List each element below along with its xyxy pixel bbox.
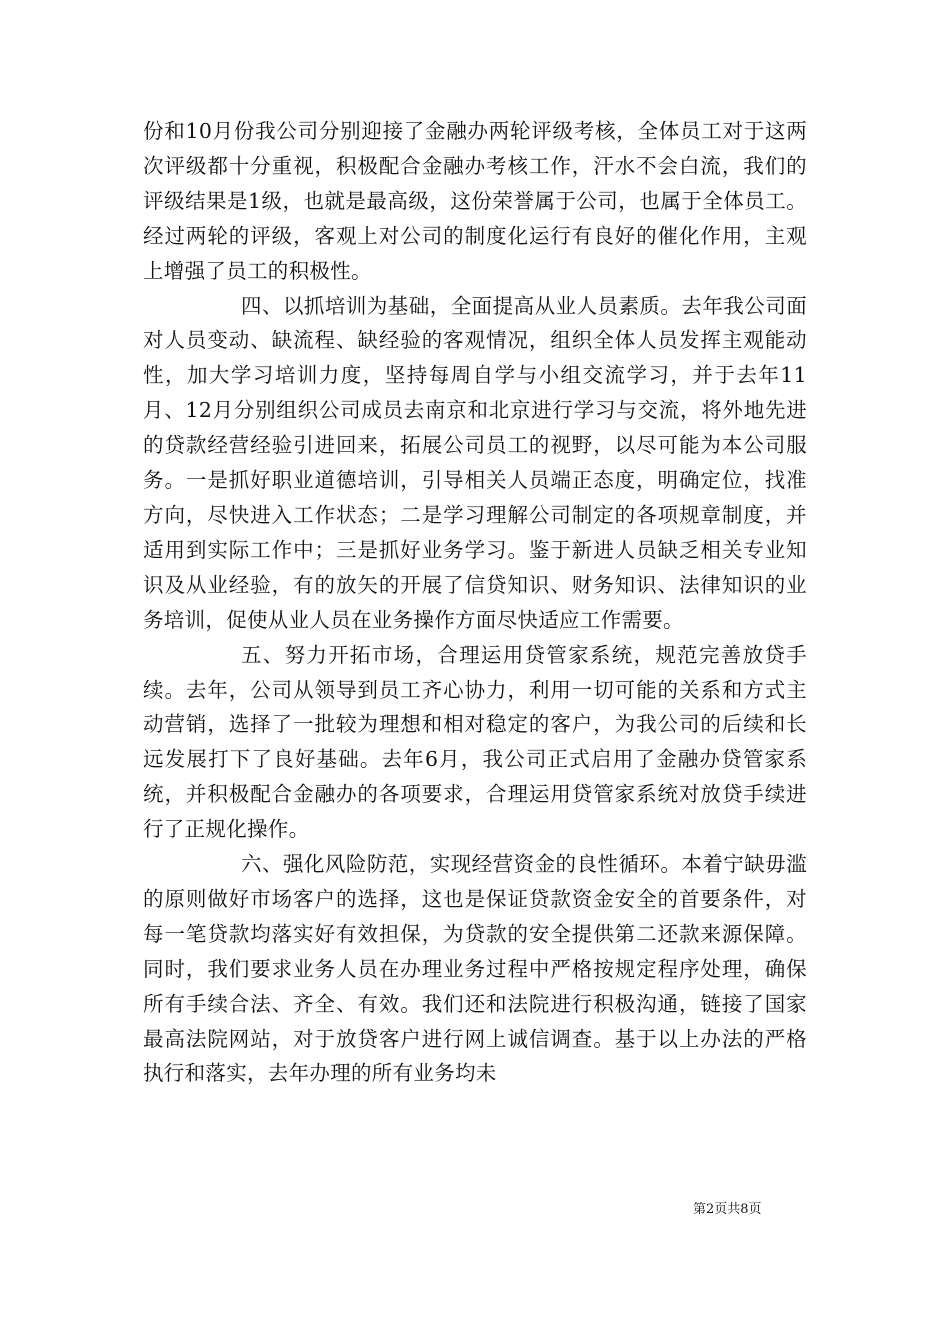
paragraph-section-6-risk: 六、强化风险防范，实现经营资金的良性循环。本着宁缺毋滥的原则做好市场客户的选择，这也是保证贷款资金安全的首要条件，对每一笔贷款均落实好有效担保，为贷款的安全提供第二还款来源保障。同时，我们要求业务人员在办理业务过程中严格按规定程序处理，确保所有手续合法、齐全、有效。我们还和法院进行积极沟通，链接了国家最高法院网站，对于放贷客户进行网上诚信调查。基于以上办法的严格执行和落实，去年办理的所有业务均未 [143,852,807,1086]
paragraph-section-5-market: 五、努力开拓市场，合理运用贷管家系统，规范完善放贷手续。去年，公司从领导到员工齐心协力，利用一切可能的关系和方式主动营销，选择了一批较为理想和相对稳定的客户，为我公司的后续和长远发展打下了良好基础。去年6月，我公司正式启用了金融办贷管家系统，并积极配合金融办的各项要求，合理运用贷管家系统对放贷手续进行了正规化操作。 [143,642,807,842]
paragraph-section-4-training: 四、以抓培训为基础，全面提高从业人员素质。去年我公司面对人员变动、缺流程、缺经验的客观情况，组织全体人员发挥主观能动性，加大学习培训力度，坚持每周自学与小组交流学习，并于去年11月、12月分别组织公司成员去南京和北京进行学习与交流，将外地先进的贷款经营经验引进回来，拓展公司员工的视野，以尽可能为本公司服务。一是抓好职业道德培训，引导相关人员端正态度，明确定位，找准方向，尽快进入工作状态；二是学习理解公司制定的各项规章制度，并适用到实际工作中；三是抓好业务学习。鉴于新进人员缺乏相关专业知识及从业经验，有的放矢的开展了信贷知识、财务知识、法律知识的业务培训，促使从业人员在业务操作方面尽快适应工作需要。 [143,293,807,632]
document-body [143,114,807,1091]
page-number-footer: 第2页共8页 [693,1202,762,1217]
paragraph-continuation: 份和10月份我公司分别迎接了金融办两轮评级考核，全体员工对于这两次评级都十分重视，积极配合金融办考核工作，汗水不会白流，我们的评级结果是1级，也就是最高级，这份荣誉属于公司，也属于全体员工。经过两轮的评级，客观上对公司的制度化运行有良好的催化作用，主观上增强了员工的积极性。 [143,119,807,283]
